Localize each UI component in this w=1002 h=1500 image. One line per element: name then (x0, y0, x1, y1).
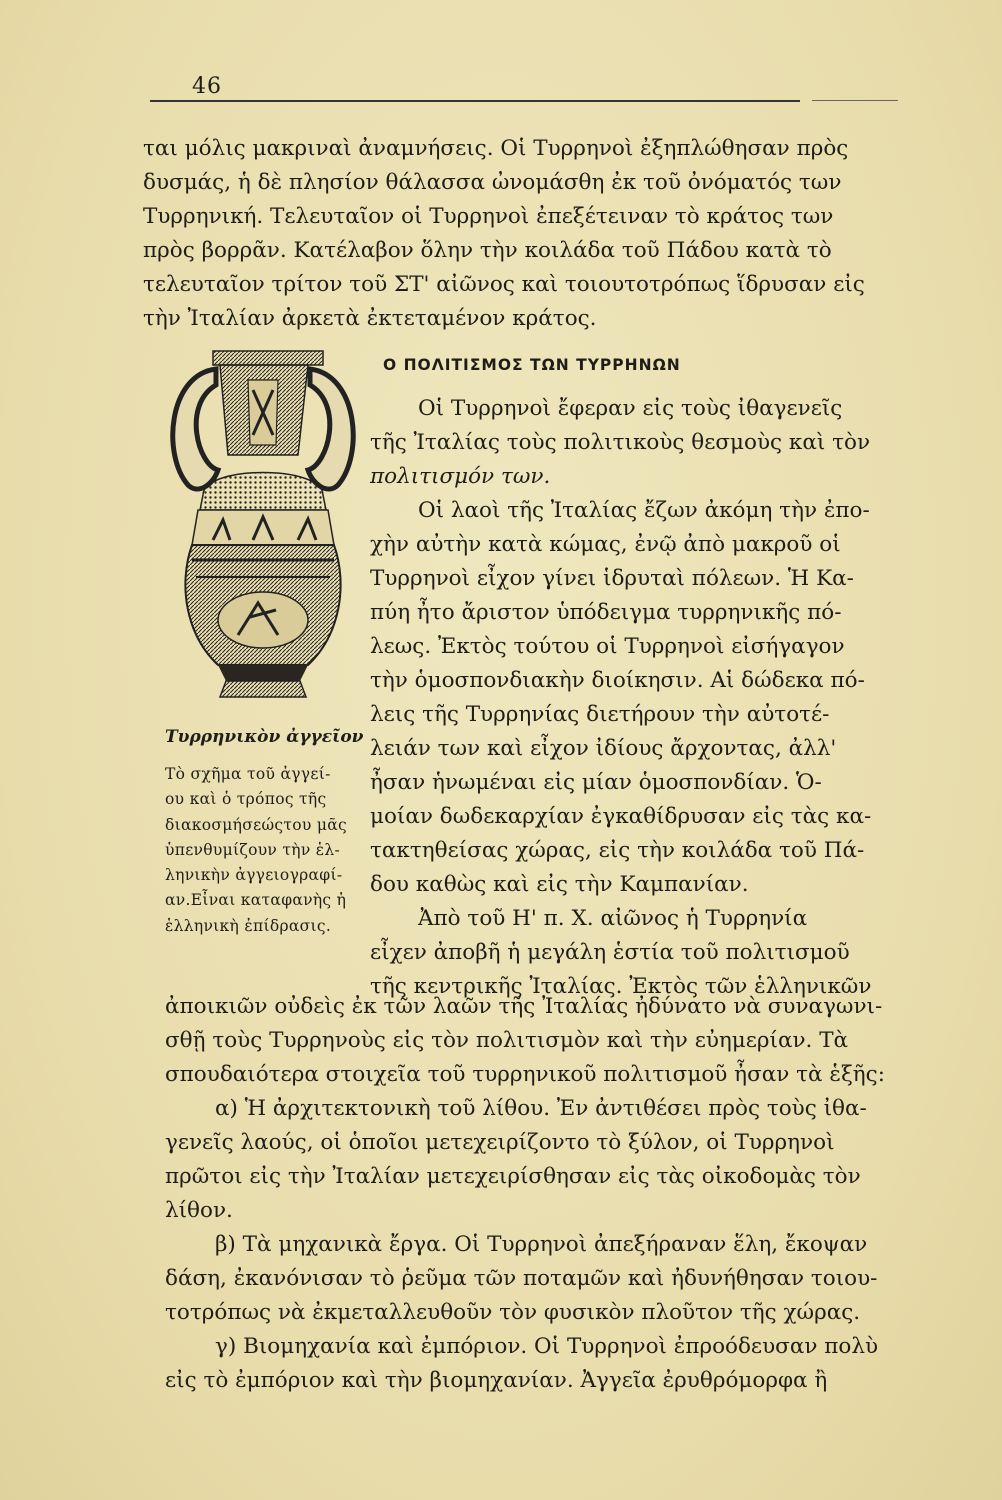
text-line: λεως. Ἐκτὸς τούτου οἱ Τυρρηνοὶ εἰσήγαγον (370, 634, 845, 659)
header-rule (150, 100, 800, 102)
text-line: πύη ἦτο ἄριστον ὑπόδειγμα τυρρηνικῆς πό- (370, 600, 842, 625)
text-line: μοίαν δωδεκαρχίαν ἐγκαθίδρυσαν εἰς τὰς κα- (370, 804, 872, 829)
column-paragraph (370, 392, 890, 1004)
text-line: Οἱ λαοὶ τῆς Ἰταλίας ἔζων ἀκόμη τὴν ἐπο- (418, 498, 870, 523)
text-line: λειάν των καὶ εἶχον ἰδίους ἄρχοντας, ἀλλ' (370, 736, 837, 761)
text-line: τὴν Ἰταλίαν ἀρκετὰ ἐκτεταμένον κράτος. (143, 306, 597, 331)
section-heading: Ο ΠΟΛΙΤΙΣΜΟΣ ΤΩΝ ΤΥΡΡΗΝΩΝ (383, 356, 681, 374)
text-line: Τυρρηνική. Τελευταῖον οἱ Τυρρηνοὶ ἐπεξέτειναν τὸ κράτος των (143, 204, 834, 229)
caption-line: ληνικὴν ἀγγειογραφί- (165, 866, 343, 885)
text-line: Ἀπὸ τοῦ Η' π. Χ. αἰῶνος ἡ Τυρρηνία (418, 906, 808, 931)
text-line: τοτρόπως νὰ ἐκμεταλλευθοῦν τὸν φυσικὸν πλοῦτον τῆς χώρας. (165, 1300, 861, 1325)
list-item-a: α) Ἡ ἀρχιτεκτονικὴ τοῦ λίθου. Ἐν ἀντιθέσει πρὸς τοὺς ἰθα- (215, 1096, 867, 1121)
text-line: ται μόλις μακριναὶ ἀναμνήσεις. Οἱ Τυρρηνοὶ ἐξηπλώθησαν πρὸς (143, 136, 849, 161)
text-line: λεις τῆς Τυρρηνίας διετήρουν τὴν αὐτοτέ- (370, 702, 830, 727)
text-line: σθῇ τοὺς Τυρρηνοὺς εἰς τὸν πολιτισμὸν καὶ τὴν εὐημερίαν. Τὰ (165, 1028, 849, 1053)
caption-line: Τὸ σχῆμα τοῦ ἀγγεί- (165, 765, 331, 783)
caption-line: ὑπενθυμίζουν τὴν ἑλ- (165, 840, 341, 859)
text-line: ἀποικιῶν οὐδεὶς ἐκ τῶν λαῶν τῆς Ἰταλίας ἠδύνατο νὰ συναγωνι- (165, 994, 883, 1019)
text-line: Οἱ Τυρρηνοὶ ἔφεραν εἰς τοὺς ἰθαγενεῖς (418, 396, 843, 421)
caption-line: ἑλληνικὴ ἐπίδρασις. (165, 916, 332, 935)
figure-caption-title: Τυρρηνικὸν ἀγγεῖον (165, 727, 364, 747)
vase-drawing (158, 345, 368, 715)
text-line: τῆς Ἰταλίας τοὺς πολιτικοὺς θεσμοὺς καὶ τὸν (370, 430, 871, 455)
text-line: λίθον. (165, 1198, 233, 1223)
text-line: τακτηθείσας χώρας, εἰς τὴν κοιλάδα τοῦ Πά- (370, 838, 865, 863)
caption-line: αν.Εἶναι καταφανὴς ἡ (165, 891, 347, 910)
text-line: πρῶτοι εἰς τὴν Ἰταλίαν μετεχειρίσθησαν εἰς τὰς οἰκοδομὰς τὸν (165, 1164, 861, 1189)
lower-paragraph (165, 990, 900, 1398)
text-line: δάση, ἐκανόνισαν τὸ ῥεῦμα τῶν ποταμῶν καὶ ἠδυνήθησαν τοιου- (165, 1266, 878, 1291)
text-line: τὴν ὁμοσπονδιακὴν διοίκησιν. Αἱ δώδεκα πό- (370, 668, 865, 693)
etruscan-vase-illustration (158, 345, 368, 715)
caption-line: διακοσμήσεώςτου μᾶς (165, 815, 347, 834)
caption-line: ου καὶ ὁ τρόπος τῆς (165, 790, 327, 809)
text-line: Τυρρηνοὶ εἶχον γίνει ἱδρυταὶ πόλεων. Ἡ Κα- (370, 566, 854, 591)
list-item-b: β) Τὰ μηχανικὰ ἔργα. Οἱ Τυρρηνοὶ ἀπεξήραναν ἕλη, ἔκοψαν (215, 1232, 868, 1257)
figure-caption (165, 762, 375, 939)
text-line: σπουδαιότερα στοιχεῖα τοῦ τυρρηνικοῦ πολιτισμοῦ ἦσαν τὰ ἑξῆς: (165, 1062, 885, 1087)
text-line: πρὸς βορρᾶν. Κατέλαβον ὅλην τὴν κοιλάδα τοῦ Πάδου κατὰ τὸ (143, 238, 832, 263)
text-line: δυσμάς, ἡ δὲ πλησίον θάλασσα ὠνομάσθη ἐκ τοῦ ὀνόματός των (143, 170, 842, 195)
header-rule-short (812, 100, 898, 101)
intro-paragraph (143, 132, 883, 336)
text-line: γενεῖς λαούς, οἱ ὁποῖοι μετεχειρίζοντο τὸ ξύλον, οἱ Τυρρηνοὶ (165, 1130, 835, 1155)
text-line: πολιτισμόν των. (370, 464, 551, 489)
list-item-c: γ) Βιομηχανία καὶ ἐμπόριον. Οἱ Τυρρηνοὶ ἐπροόδευσαν πολὺ (215, 1334, 879, 1359)
page-number: 46 (192, 74, 222, 99)
text-line: τελευταῖον τρίτον τοῦ ΣΤ' αἰῶνος καὶ τοιουτοτρόπως ἵδρυσαν εἰς (143, 272, 865, 297)
text-line: ἦσαν ἡνωμέναι εἰς μίαν ὁμοσπονδίαν. Ὁ- (370, 770, 822, 795)
text-line: εἶχεν ἀποβῆ ἡ μεγάλη ἑστία τοῦ πολιτισμοῦ (370, 940, 850, 965)
text-line: τῆς κεντρικῆς Ἰταλίας. Ἐκτὸς τῶν ἑλληνικῶν (370, 974, 872, 999)
text-line: χὴν αὐτὴν κατὰ κώμας, ἐνῷ ἀπὸ μακροῦ οἱ (370, 532, 841, 557)
text-line: δου καθὼς καὶ εἰς τὴν Καμπανίαν. (370, 872, 749, 897)
text-line: εἰς τὸ ἐμπόριον καὶ τὴν βιομηχανίαν. Ἀγγεῖα ἐρυθρόμορφα ἢ (165, 1368, 828, 1393)
